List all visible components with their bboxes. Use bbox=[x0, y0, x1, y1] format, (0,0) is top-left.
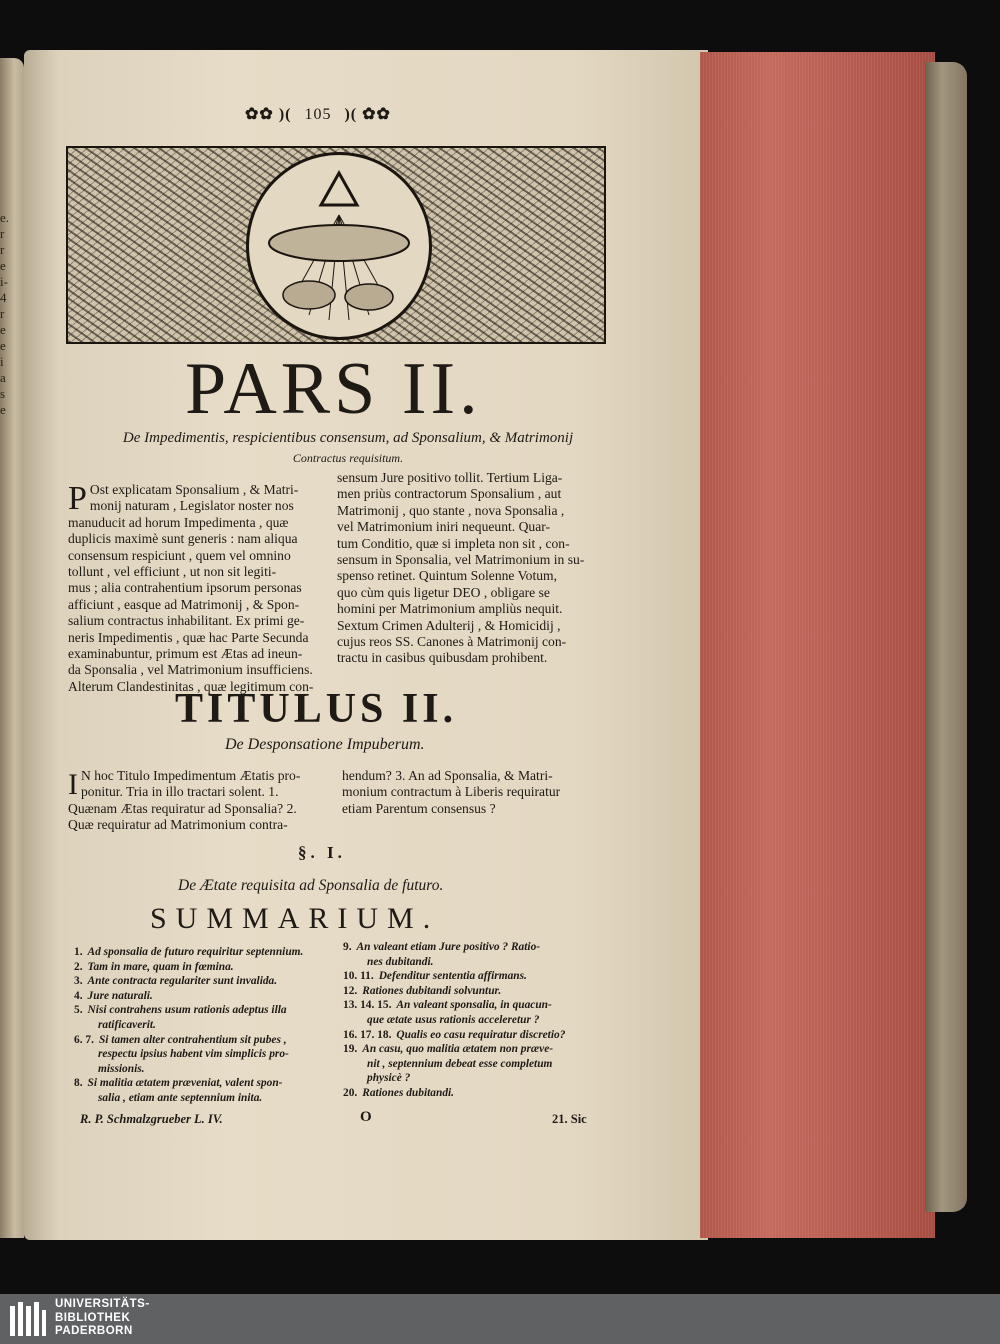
running-head-ornament-left: ✿✿ )( bbox=[245, 106, 292, 123]
summarium-item-number: 5. bbox=[74, 1004, 83, 1017]
summarium-item-text: Tam in mare, quam in fœmina. bbox=[87, 960, 234, 973]
left-page-fragment: i- bbox=[0, 274, 8, 289]
text-line: Quænam Ætas requiratur ad Sponsalia? 2. bbox=[68, 800, 297, 816]
summarium-item bbox=[74, 989, 330, 1004]
summarium-item bbox=[343, 940, 601, 969]
book-fore-edge bbox=[700, 52, 935, 1238]
running-head-ornament-right: )( ✿✿ bbox=[344, 106, 391, 123]
text-line: hendum? 3. An ad Sponsalia, & Matri- bbox=[342, 768, 553, 783]
left-page-fragment: e bbox=[0, 322, 6, 337]
summarium-item-text: nit , septennium debeat esse completum bbox=[367, 1057, 553, 1070]
left-page-fragment: r bbox=[0, 242, 5, 257]
footer-catchword: 21. Sic bbox=[552, 1112, 587, 1126]
text-line: tractu in casibus quibusdam prohibent. bbox=[337, 650, 548, 666]
left-page-fragment: e. bbox=[0, 210, 10, 225]
summarium-item bbox=[74, 1033, 330, 1077]
footer-author: R. P. Schmalzgrueber L. IV. bbox=[80, 1112, 223, 1126]
text-line: tum Conditio, quæ si impleta non sit , con- bbox=[337, 535, 570, 551]
summarium-item-text: que ætate usus rationis acceleretur ? bbox=[367, 1013, 540, 1026]
summarium-item bbox=[74, 1003, 330, 1032]
running-head bbox=[245, 104, 391, 124]
left-page-fragment: i bbox=[0, 354, 4, 369]
text-line: monij naturam , Legislator noster nos bbox=[89, 498, 294, 514]
summarium-item bbox=[343, 984, 601, 999]
text-line: neris Impedimentis , quæ hac Parte Secunda bbox=[68, 629, 309, 645]
text-line: Ost explicatam Sponsalium , & Matri- bbox=[89, 482, 299, 497]
left-page-fragment: a bbox=[0, 370, 6, 385]
part-subtitle-line: Contractus requisitum. bbox=[292, 451, 404, 465]
library-name-line: BIBLIOTHEK bbox=[55, 1311, 131, 1324]
summarium-item bbox=[343, 1086, 601, 1101]
summarium-item-text: Defenditur sententia affirmans. bbox=[378, 970, 527, 983]
summarium-item-number: 20. bbox=[343, 1086, 358, 1099]
intro-left-column bbox=[68, 482, 323, 695]
library-logo-icon bbox=[4, 1296, 50, 1342]
title-intro-left-column bbox=[68, 768, 323, 834]
summarium-item-number: 4. bbox=[74, 989, 83, 1002]
library-name bbox=[55, 1298, 150, 1339]
text-line: Matrimonij , quo stante , nova Sponsalia , bbox=[337, 502, 565, 518]
book-cover-edge bbox=[925, 62, 967, 1212]
summarium-item-text: An casu, quo malitia ætatem non præve- bbox=[362, 1043, 554, 1056]
part-subtitle bbox=[70, 428, 626, 468]
summarium-item-text: Si malitia ætatem præveniat, valent spon- bbox=[87, 1077, 283, 1090]
summarium-item-text: Nisi contrahens usum rationis adeptus illa bbox=[87, 1004, 287, 1017]
summarium-item-text: salia , etiam ante septennium inita. bbox=[98, 1091, 263, 1104]
summarium-item-number: 13. 14. 15. bbox=[343, 999, 392, 1012]
summarium-left-column bbox=[74, 945, 330, 1106]
text-line: Quæ requiratur ad Matrimonium contra- bbox=[68, 817, 288, 833]
part-title: PARS II. bbox=[185, 348, 482, 430]
section-mark: §. I. bbox=[298, 843, 346, 862]
summarium-item-number: 9. bbox=[343, 941, 352, 953]
library-banner bbox=[0, 1294, 1000, 1344]
summarium-item bbox=[343, 1042, 601, 1086]
title-heading: TITULUS II. bbox=[175, 686, 458, 732]
summarium-item-text: respectu ipsius habent vim simplicis pro- bbox=[98, 1048, 289, 1061]
left-page-fragment: e bbox=[0, 258, 6, 273]
summarium-item-text: nes dubitandi. bbox=[367, 955, 434, 968]
text-line: spenso retinet. Quintum Solenne Votum, bbox=[337, 568, 558, 584]
text-line: afficiunt , easque ad Matrimonij , & Spon- bbox=[68, 596, 300, 612]
page-number: 105 bbox=[304, 106, 332, 123]
summarium-item-text: Qualis eo casu requiratur discretio? bbox=[396, 1028, 566, 1041]
left-page-fragment: e bbox=[0, 338, 6, 353]
summarium-item bbox=[74, 945, 330, 960]
text-line: etiam Parentum consensus ? bbox=[342, 800, 496, 816]
text-line: da Sponsalia , vel Matrimonium insufficiens. bbox=[68, 662, 313, 678]
text-line: Sextum Crimen Adulterij , & Homicidij , bbox=[337, 617, 561, 633]
summarium-item-number: 19. bbox=[343, 1043, 358, 1056]
text-line: quo cùm quis ligetur DEO , obligare se bbox=[337, 584, 550, 600]
text-line: consensum respiciunt , quem vel omnino bbox=[68, 547, 291, 563]
summarium-item-text: An valeant etiam Jure positivo ? Ratio- bbox=[356, 941, 541, 953]
text-line: N hoc Titulo Impedimentum Ætatis pro- bbox=[81, 768, 301, 783]
summarium-item-text: Ad sponsalia de futuro requiritur septennium. bbox=[87, 946, 304, 958]
headpiece-ornament bbox=[66, 146, 606, 344]
summarium-item bbox=[343, 998, 601, 1027]
title-intro-right-column bbox=[342, 768, 600, 817]
summarium-item-number: 10. 11. bbox=[343, 970, 374, 983]
text-line: sensum Jure positivo tollit. Tertium Liga- bbox=[337, 470, 563, 485]
summarium-item-text: Ante contracta regulariter sunt invalida. bbox=[87, 975, 278, 988]
summarium-item-text: Rationes dubitandi solvuntur. bbox=[362, 984, 502, 997]
text-line: mus ; alia contrahentium ipsorum personas bbox=[68, 580, 302, 596]
summarium-item bbox=[74, 974, 330, 989]
summarium-item-text: physicè ? bbox=[367, 1072, 411, 1085]
left-page-fragment: r bbox=[0, 306, 5, 321]
library-name-line: PADERBORN bbox=[55, 1325, 133, 1337]
summarium-item bbox=[343, 1028, 601, 1043]
text-line: ponitur. Tria in illo tractari solent. 1. bbox=[81, 784, 279, 800]
summarium-item-number: 12. bbox=[343, 984, 358, 997]
text-line: monium contractum à Liberis requiratur bbox=[342, 784, 561, 800]
left-page-fragment: s bbox=[0, 386, 6, 401]
summarium-item-text: ratificaverit. bbox=[98, 1018, 156, 1031]
text-line: homini per Matrimonium ampliùs nequit. bbox=[337, 601, 563, 617]
section-subtitle: De Ætate requisita ad Sponsalia de futuro. bbox=[178, 877, 444, 894]
summarium-item-text: Rationes dubitandi. bbox=[362, 1086, 455, 1099]
left-page-fragment: r bbox=[0, 226, 5, 241]
text-line: tollunt , vel efficiunt , ut non sit legiti- bbox=[68, 564, 277, 580]
footer-signature: O bbox=[360, 1109, 372, 1125]
text-line: cujus reos SS. Canones à Matrimonij con- bbox=[337, 634, 567, 650]
left-page-fragments bbox=[0, 210, 14, 418]
summarium-item-number: 16. 17. 18. bbox=[343, 1028, 392, 1041]
trinity-medallion-icon bbox=[246, 152, 432, 340]
text-line: duplicis maximè sunt generis : nam aliqua bbox=[68, 531, 298, 547]
text-line: sensum in Sponsalia, vel Matrimonium in su- bbox=[337, 552, 585, 568]
part-subtitle-line: De Impedimentis, respicientibus consensum, ad Sponsalium, & Matrimonij bbox=[122, 430, 574, 446]
left-page-fragment: 4 bbox=[0, 290, 7, 305]
summarium-heading: SUMMARIUM. bbox=[150, 902, 440, 935]
title-subtitle: De Desponsatione Impuberum. bbox=[225, 736, 425, 753]
text-line: men priùs contractorum Sponsalium , aut bbox=[337, 486, 562, 502]
summarium-item-number: 3. bbox=[74, 975, 83, 988]
summarium-item bbox=[74, 1076, 330, 1105]
drop-initial: I bbox=[68, 768, 78, 801]
summarium-item-text: Jure naturali. bbox=[87, 989, 153, 1002]
text-line: salium contractus inhabilitant. Ex primi ge- bbox=[68, 613, 305, 629]
text-line: Alterum Clandestinitas , quæ legitimum con- bbox=[68, 678, 314, 694]
summarium-item-text: An valeant sponsalia, in quacun- bbox=[396, 999, 552, 1012]
left-page-fragment: e bbox=[0, 402, 6, 417]
summarium-item-number: 6. 7. bbox=[74, 1033, 94, 1046]
summarium-item-text: missionis. bbox=[98, 1062, 145, 1075]
text-line: examinabuntur, primum est Ætas ad ineun- bbox=[68, 646, 303, 662]
summarium-right-column bbox=[343, 940, 601, 1101]
summarium-item bbox=[74, 960, 330, 975]
summarium-item-number: 8. bbox=[74, 1077, 83, 1090]
summarium-item-text: Si tamen alter contrahentium sit pubes , bbox=[98, 1033, 287, 1046]
text-line: vel Matrimonium iniri nequeunt. Quar- bbox=[337, 519, 551, 535]
summarium-item bbox=[343, 969, 601, 984]
drop-initial: P bbox=[68, 480, 87, 517]
library-name-line: UNIVERSITÄTS- bbox=[55, 1298, 150, 1310]
summarium-item-number: 1. bbox=[74, 946, 83, 958]
intro-right-column bbox=[337, 470, 599, 667]
summarium-item-number: 2. bbox=[74, 960, 83, 973]
text-line: manuducit ad horum Impedimenta , quæ bbox=[68, 514, 289, 530]
